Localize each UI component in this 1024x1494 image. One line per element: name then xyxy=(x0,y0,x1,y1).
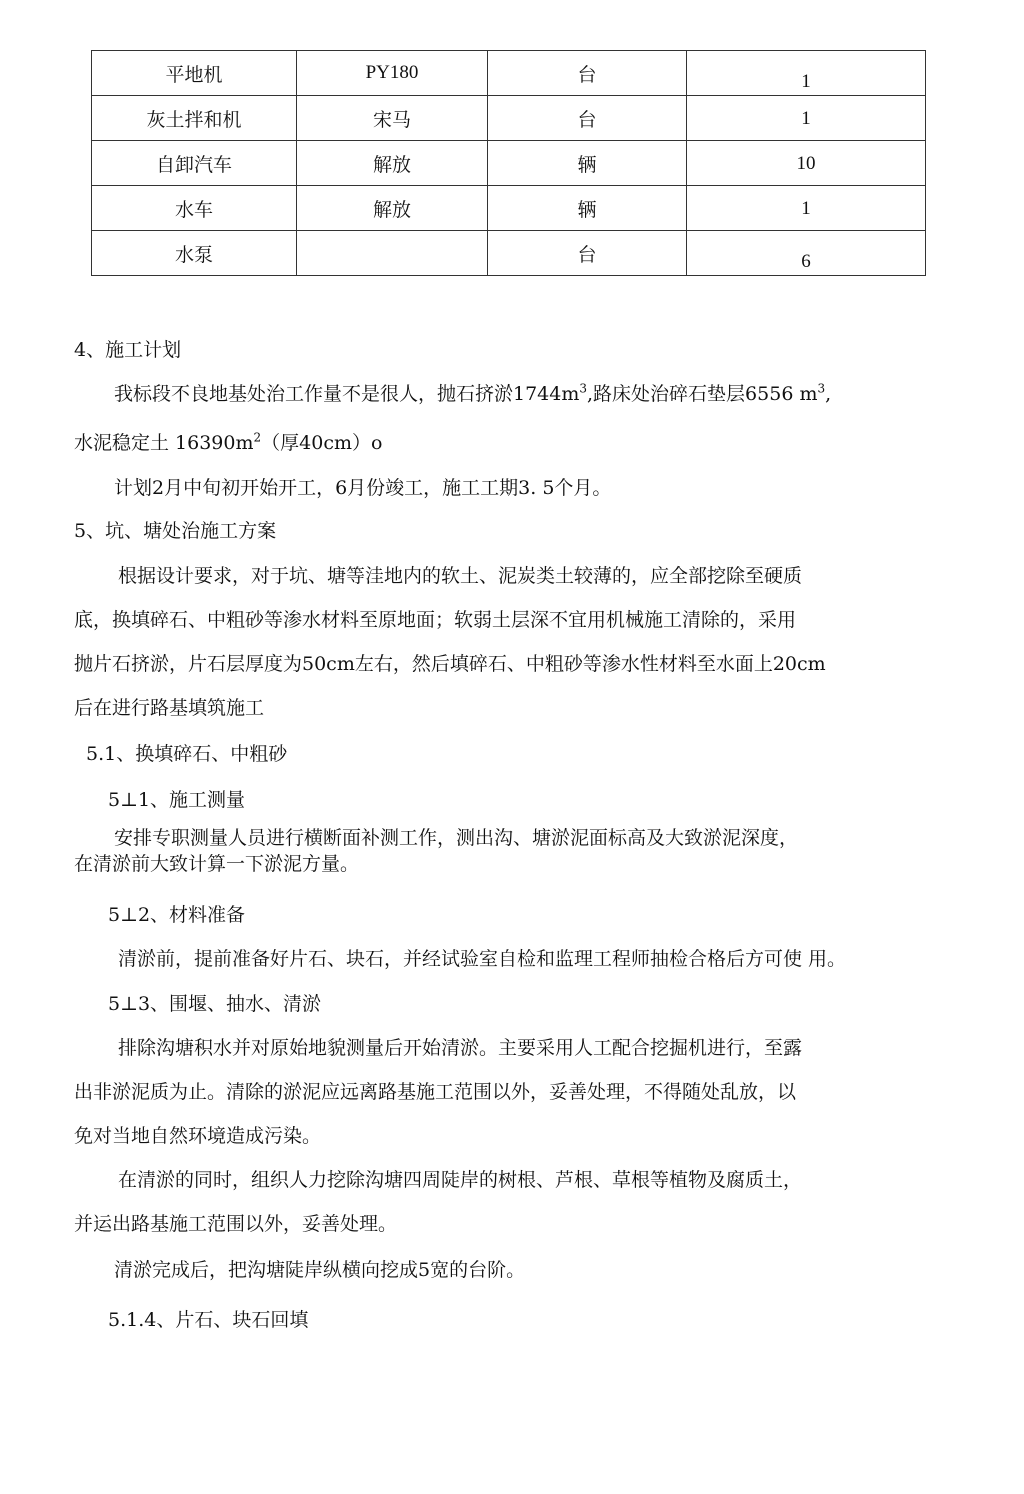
equipment-qty-cell xyxy=(687,51,926,96)
paragraph-line: 根据设计要求，对于坑、塘等洼地内的软土、泥炭类土较薄的，应全部挖除至硬质 xyxy=(118,565,803,587)
section-5-heading: 5、坑、塘处治施工方案 xyxy=(74,520,277,542)
equipment-unit: 辆 xyxy=(488,186,687,231)
equipment-name: 灰土拌和机 xyxy=(92,96,297,141)
subsection-5-1-2-heading: 5⊥2、材料准备 xyxy=(108,904,246,926)
superscript: 3 xyxy=(817,381,826,396)
equipment-model: 解放 xyxy=(297,186,488,231)
equipment-unit: 台 xyxy=(488,51,687,96)
equipment-qty-cell xyxy=(687,231,926,276)
subsection-5-1-4-heading: 5.1.4、片石、块石回填 xyxy=(108,1309,309,1331)
paragraph-line: 安排专职测量人员进行横断面补测工作，测出沟、塘淤泥面标高及大致淤泥深度， xyxy=(114,827,799,849)
table-row xyxy=(92,141,926,186)
subsection-5-1-1-heading: 5⊥1、施工测量 xyxy=(108,789,246,811)
equipment-model: PY180 xyxy=(297,51,488,96)
paragraph-line: 出非淤泥质为止。清除的淤泥应远离路基施工范围以外，妥善处理，不得随处乱放，以 xyxy=(74,1081,797,1103)
equipment-name: 平地机 xyxy=(92,51,297,96)
section-4-paragraph-1 xyxy=(114,382,831,406)
paragraph-line: 排除沟塘积水并对原始地貌测量后开始清淤。主要采用人工配合挖掘机进行，至露 xyxy=(118,1037,803,1059)
paragraph-line: 抛片石挤淤，片石层厚度为50cm左右，然后填碎石、中粗砂等渗水性材料至水面上20cm xyxy=(74,653,826,675)
paragraph-line: 在清淤的同时，组织人力挖除沟塘四周陡岸的树根、芦根、草根等植物及腐质土， xyxy=(118,1169,803,1191)
equipment-qty: 10 xyxy=(796,152,816,174)
equipment-name: 水车 xyxy=(92,186,297,231)
equipment-name: 自卸汽车 xyxy=(92,141,297,186)
section-4-heading: 4、施工计划 xyxy=(74,339,182,361)
equipment-qty-cell xyxy=(687,141,926,186)
table-row xyxy=(92,231,926,276)
text-run: 我标段不良地基处治工作量不是很人，抛石挤淤1744m xyxy=(114,383,580,405)
superscript: 2 xyxy=(253,430,262,445)
equipment-qty-cell xyxy=(687,186,926,231)
text-run: 水泥稳定土 16390m xyxy=(74,432,254,454)
equipment-model xyxy=(297,231,488,276)
text-run: , xyxy=(825,383,832,405)
table-row xyxy=(92,96,926,141)
paragraph-line: 后在进行路基填筑施工 xyxy=(74,697,265,719)
section-4-paragraph-1-cont xyxy=(74,431,382,455)
equipment-table xyxy=(91,50,926,276)
equipment-name: 水泵 xyxy=(92,231,297,276)
equipment-qty: 1 xyxy=(801,107,811,129)
subsection-5-1-3-heading: 5⊥3、围堰、抽水、清淤 xyxy=(108,993,322,1015)
equipment-qty: 6 xyxy=(801,250,811,272)
text-run: （厚40cm）o xyxy=(261,432,383,454)
equipment-qty: 1 xyxy=(801,197,811,219)
paragraph-line: 并运出路基施工范围以外，妥善处理。 xyxy=(74,1213,398,1235)
equipment-qty-cell xyxy=(687,96,926,141)
equipment-qty: 1 xyxy=(801,70,811,92)
equipment-unit: 辆 xyxy=(488,141,687,186)
paragraph-line: 清淤前，提前准备好片石、块石，并经试验室自检和监理工程师抽检合格后方可使 用。 xyxy=(118,948,847,970)
paragraph-line: 免对当地自然环境造成污染。 xyxy=(74,1125,322,1147)
text-run: ,路床处治碎石垫层6556 m xyxy=(587,383,818,405)
table-row xyxy=(92,51,926,96)
equipment-unit: 台 xyxy=(488,231,687,276)
equipment-model: 解放 xyxy=(297,141,488,186)
equipment-unit: 台 xyxy=(488,96,687,141)
paragraph-line: 在清淤前大致计算一下淤泥方量。 xyxy=(74,853,360,875)
paragraph-line: 底，换填碎石、中粗砂等渗水材料至原地面；软弱土层深不宜用机械施工清除的，采用 xyxy=(74,609,797,631)
table-row xyxy=(92,186,926,231)
section-4-paragraph-2: 计划2月中旬初开始开工，6月份竣工，施工工期3. 5个月。 xyxy=(114,477,612,499)
subsection-5-1-heading: 5.1、换填碎石、中粗砂 xyxy=(86,743,288,765)
paragraph-line: 清淤完成后，把沟塘陡岸纵横向挖成5宽的台阶。 xyxy=(114,1259,526,1281)
equipment-model: 宋马 xyxy=(297,96,488,141)
superscript: 3 xyxy=(579,381,588,396)
